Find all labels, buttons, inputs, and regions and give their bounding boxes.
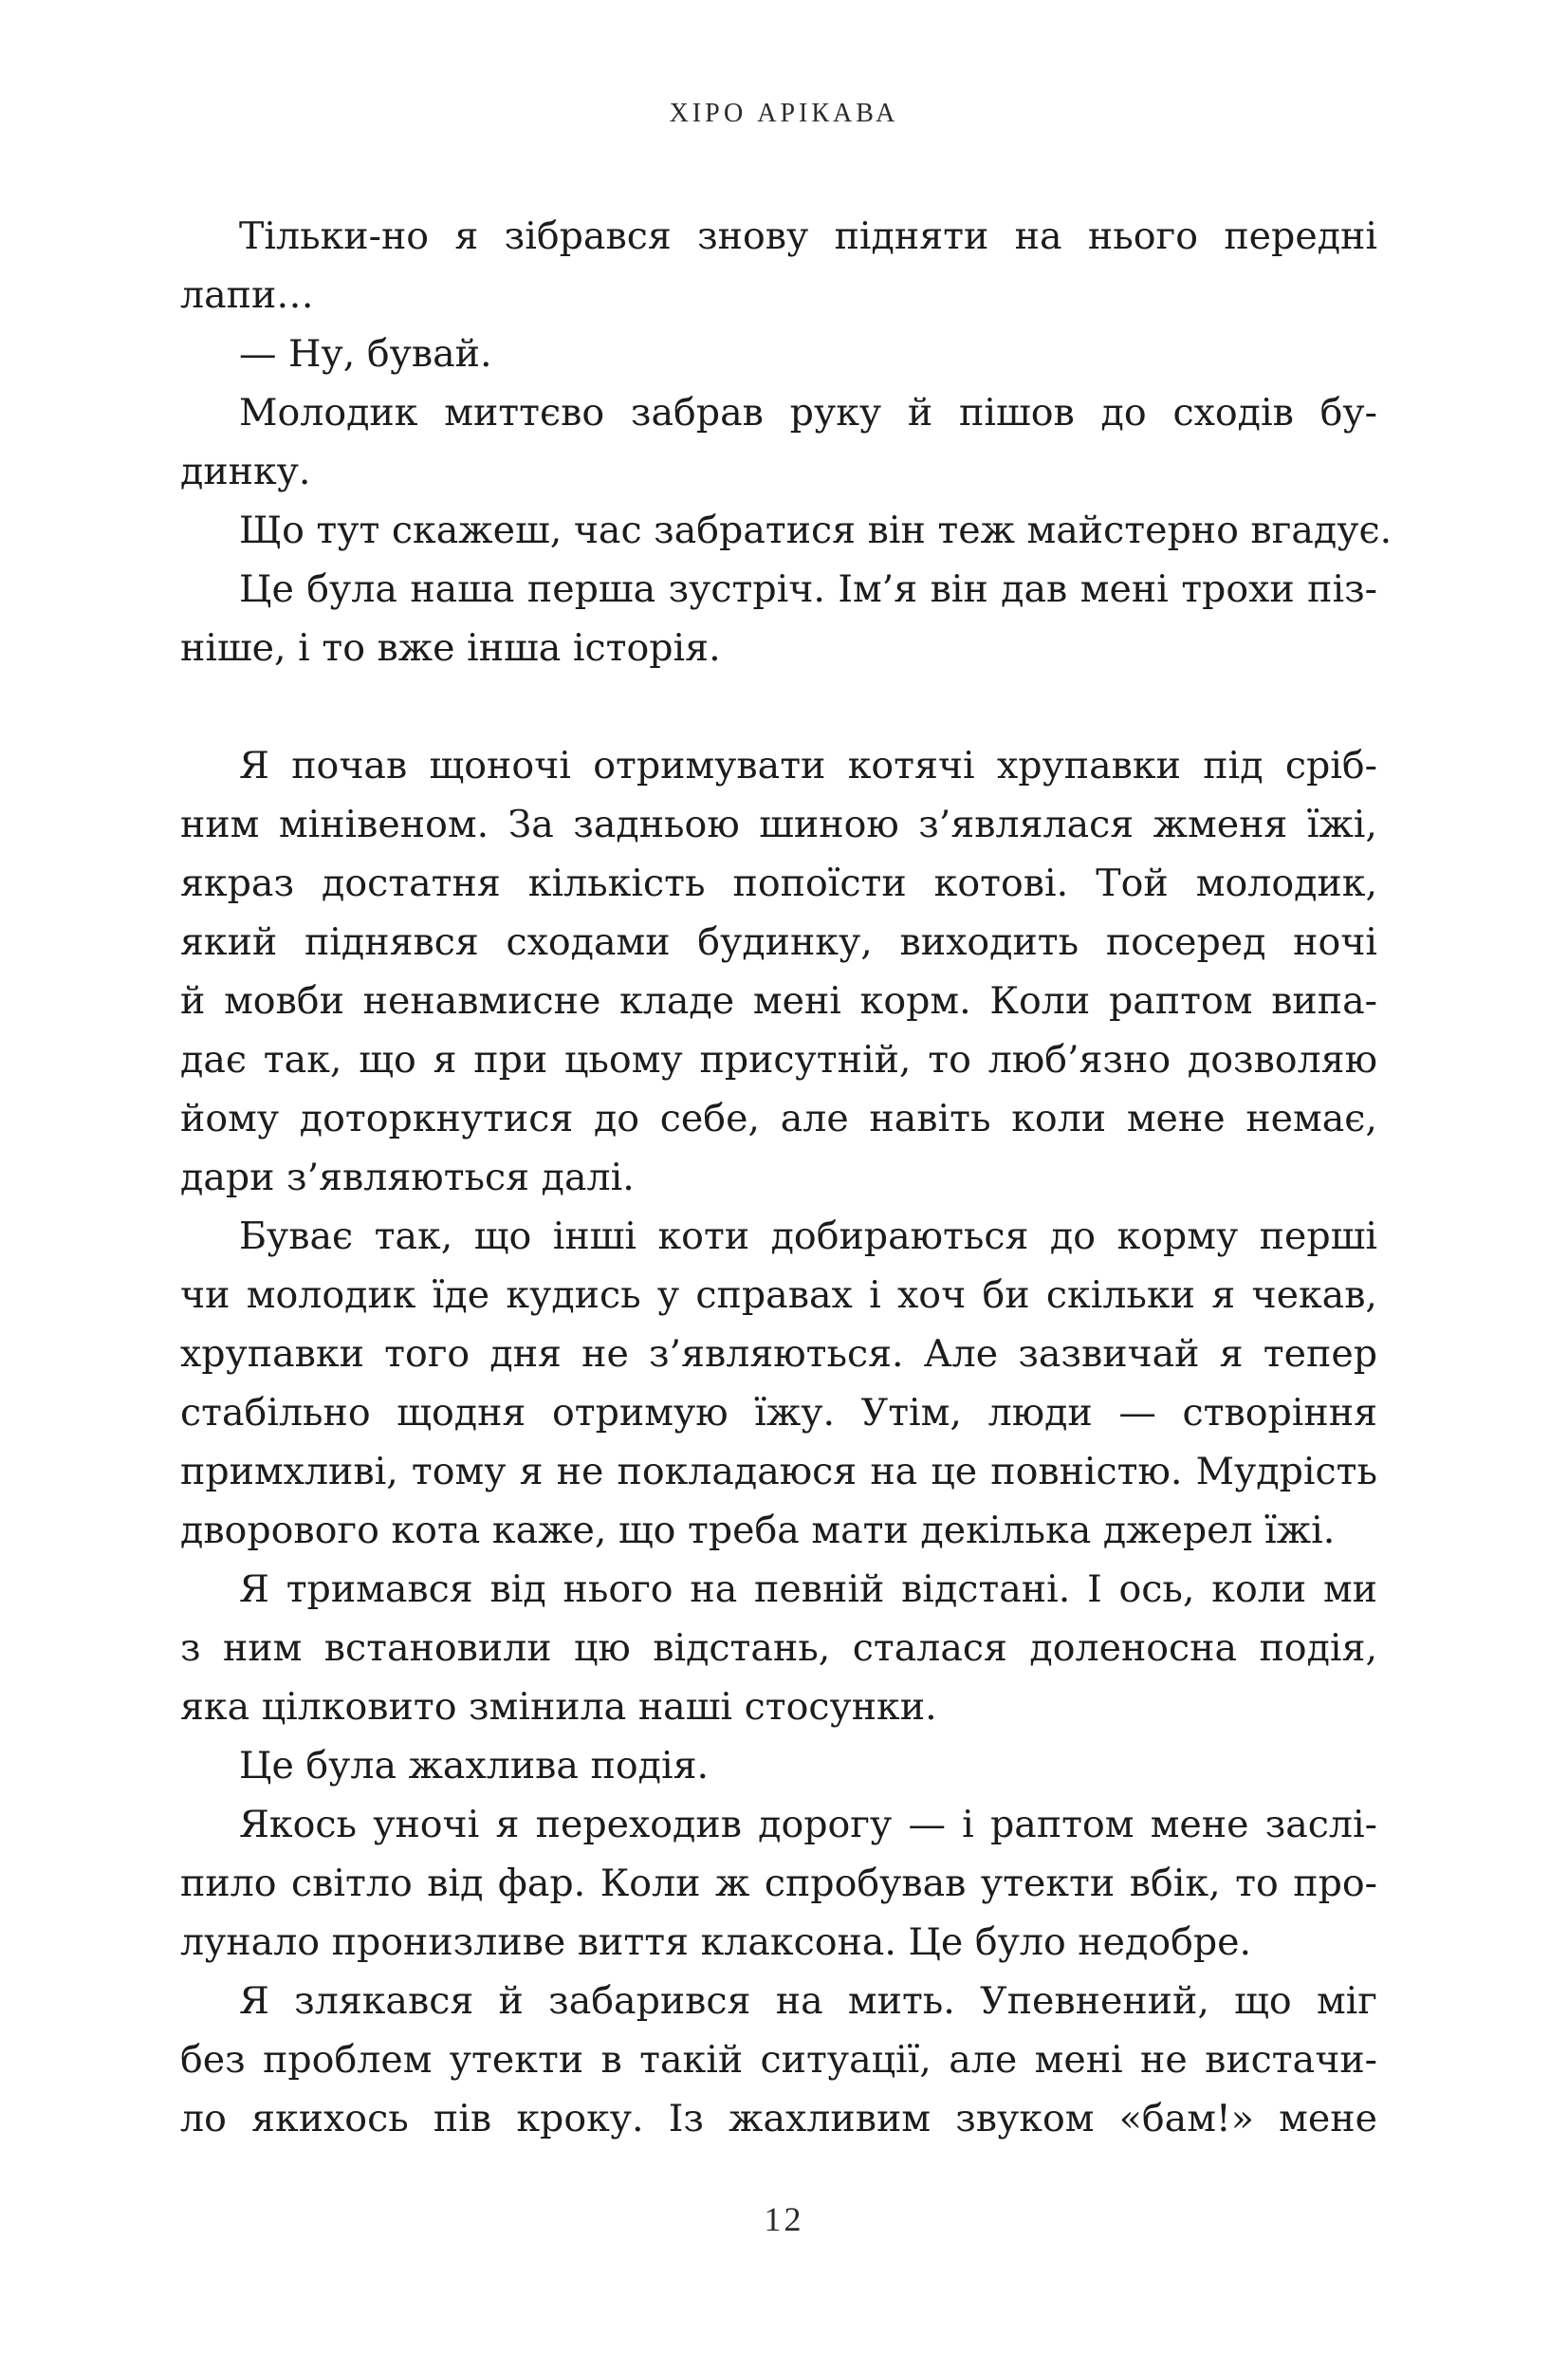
text-line: примхливі, тому я не покладаюся на це повністю. Мудрість — [180, 1450, 1377, 1493]
page-number: 12 — [764, 2200, 804, 2238]
text-line: чи молодик їде кудись у справах і хоч би скільки я чекав, — [180, 1273, 1377, 1317]
text-line: Що тут скажеш, час забратися він теж майстерно вгадує. — [239, 509, 1393, 552]
text-line: Тільки-но я зібрався знову підняти на нього передні — [239, 214, 1377, 258]
text-line: Я тримався від нього на певній відстані. І ось, коли ми — [239, 1567, 1377, 1611]
text-line: динку. — [180, 450, 311, 493]
text-line: Я злякався й забарився на мить. Упевнений, що міг — [239, 1979, 1377, 2023]
text-line: пило світло від фар. Коли ж спробував утекти вбік, то про- — [180, 1862, 1377, 1905]
text-line: Це була жахлива подія. — [239, 1744, 710, 1788]
text-line: якраз достатня кількість попоїсти котові. Той молодик, — [180, 862, 1377, 905]
text-line: без проблем утекти в такій ситуації, але мені не вистачи- — [180, 2038, 1377, 2082]
text-line: лунало пронизливе виття клаксона. Це було недобре. — [180, 1920, 1252, 1964]
running-head: ХІРО АРІКАВА — [669, 99, 899, 128]
body-text — [180, 207, 1393, 2148]
text-line: Молодик миттєво забрав руку й пішов до сходів бу- — [239, 391, 1377, 435]
text-line: з ним встановили цю відстань, сталася доленосна подія, — [180, 1626, 1377, 1670]
text-line: йому доторкнутися до себе, але навіть коли мене немає, — [180, 1097, 1377, 1140]
text-line: лапи… — [180, 273, 314, 317]
text-line: хрупавки того дня не з’являються. Але зазвичай я тепер — [180, 1332, 1377, 1376]
text-line: дари з’являються далі. — [180, 1156, 635, 1199]
text-line: стабільно щодня отримую їжу. Утім, люди — створіння — [180, 1391, 1377, 1435]
text-line: Я почав щоночі отримувати котячі хрупавки під сріб- — [239, 744, 1377, 787]
text-line: ніше, і то вже інша історія. — [180, 626, 721, 670]
text-line: й мовби ненавмисне кладе мені корм. Коли раптом випа- — [180, 979, 1377, 1023]
text-line: Це була наша перша зустріч. Ім’я він дав мені трохи піз- — [239, 567, 1377, 611]
text-line: яка цілковито змінила наші стосунки. — [180, 1685, 937, 1729]
text-line: — Ну, бувай. — [239, 332, 492, 376]
text-line: дворового кота каже, що треба мати декілька джерел їжі. — [180, 1509, 1336, 1552]
text-line: Якось уночі я переходив дорогу — і раптом мене заслі- — [239, 1803, 1377, 1846]
text-line: ним мінівеном. За задньою шиною з’являлася жменя їжі, — [180, 803, 1377, 846]
text-line: який піднявся сходами будинку, виходить посеред ночі — [180, 920, 1377, 964]
text-line: дає так, що я при цьому присутній, то люб’язно дозволяю — [180, 1038, 1377, 1082]
text-line: Буває так, що інші коти добираються до корму перші — [239, 1214, 1377, 1258]
section-break — [180, 677, 1377, 736]
text-line: ло якихось пів кроку. Із жахливим звуком «бам!» мене — [180, 2097, 1377, 2140]
